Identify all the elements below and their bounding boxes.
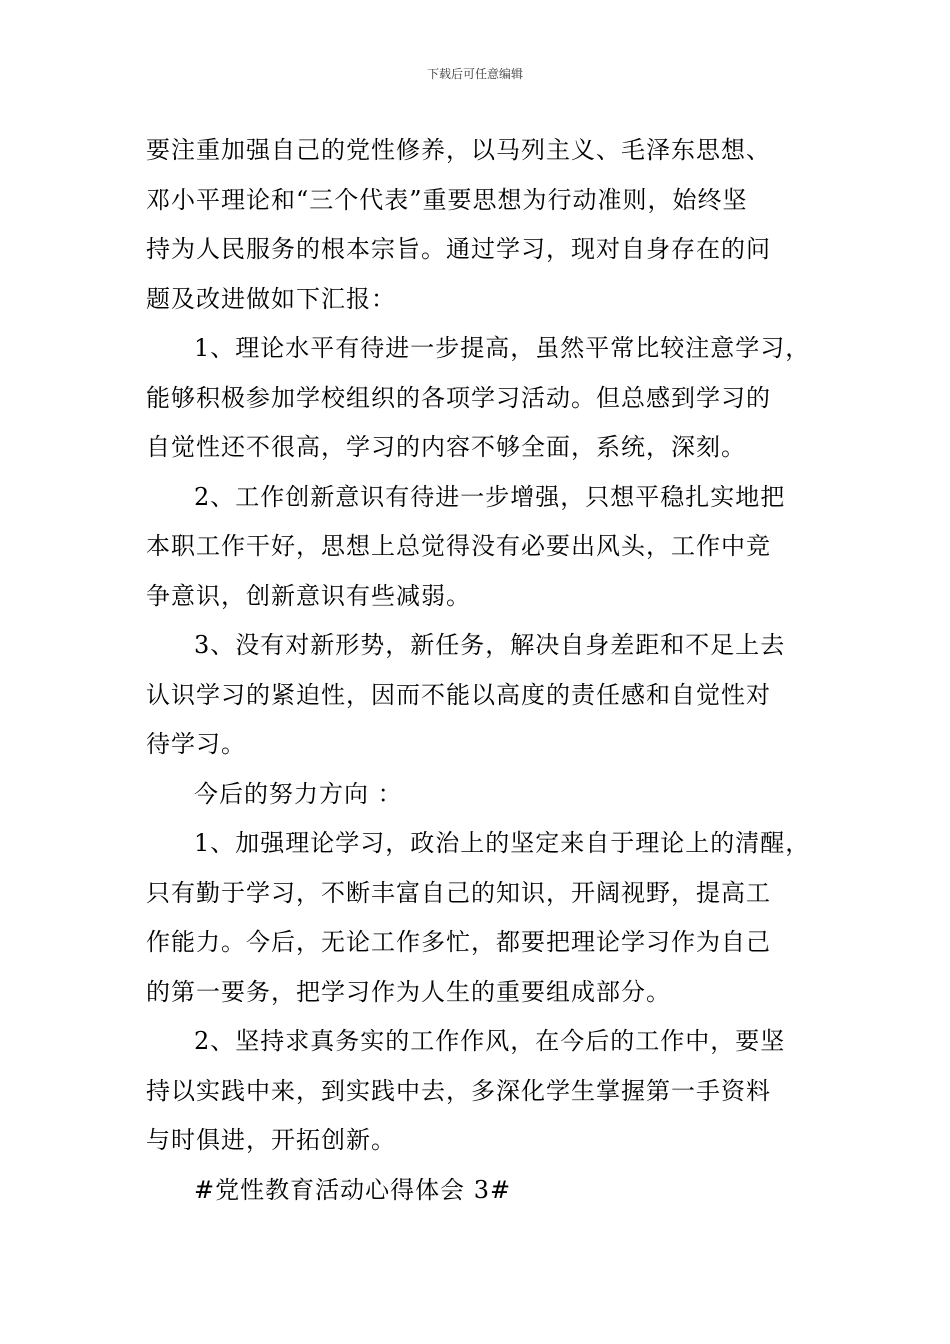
- text-line: #党性教育活动心得体会 3#: [194, 1175, 512, 1204]
- text-line: 今后的努力方向 ：: [194, 779, 403, 808]
- paragraph-direction-2: [146, 1017, 816, 1166]
- text-line: 与时俱进，开拓创新。: [146, 1126, 396, 1154]
- text-line: 邓小平理论和“三个代表”重要思想为行动准则，始终坚: [146, 185, 748, 214]
- text-line: 待学习。: [146, 730, 246, 758]
- paragraph-problem-2: [146, 473, 816, 622]
- document-body: [146, 126, 816, 1215]
- text-line: 要注重加强自己的党性修养，以马列主义、毛泽东思想、: [146, 136, 771, 164]
- text-line: 作能力。今后，无论工作多忙，都要把理论学习作为自己: [146, 928, 771, 956]
- text-line: 题及改进做如下汇报：: [146, 284, 396, 313]
- text-line: 能够积极参加学校组织的各项学习活动。但总感到学习的: [146, 383, 771, 412]
- paragraph-direction-1: [146, 819, 816, 1017]
- text-line: 持以实践中来，到实践中去，多深化学生掌握第一手资料: [146, 1076, 771, 1105]
- text-line: 只有勤于学习，不断丰富自己的知识，开阔视野，提高工: [146, 878, 771, 907]
- text-line: 2、工作创新意识有待进一步增强，只想平稳扎实地把: [194, 482, 786, 511]
- text-line: 持为人民服务的根本宗旨。通过学习，现对自身存在的问: [146, 235, 771, 263]
- text-line: 本职工作干好，思想上总觉得没有必要出风头，工作中竞: [146, 532, 771, 560]
- text-line: 1、理论水平有待进一步提高，虽然平常比较注意学习，: [194, 334, 811, 362]
- paragraph-future-direction-heading: [146, 770, 816, 820]
- text-line: 1、加强理论学习，政治上的坚定来自于理论上的清醒，: [194, 829, 811, 857]
- section-heading: [146, 1166, 816, 1216]
- page-header-note: 下载后可任意编辑: [426, 67, 523, 81]
- paragraph-intro-continuation: [146, 126, 816, 324]
- text-line: 自觉性还不很高，学习的内容不够全面，系统，深刻。: [146, 433, 746, 461]
- paragraph-problem-3: [146, 621, 816, 770]
- text-line: 认识学习的紧迫性，因而不能以高度的责任感和自觉性对: [146, 680, 771, 709]
- paragraph-problem-1: [146, 324, 816, 473]
- text-line: 争意识，创新意识有些减弱。: [146, 581, 471, 610]
- text-line: 2、坚持求真务实的工作作风，在今后的工作中，要坚: [194, 1027, 786, 1055]
- text-line: 的第一要务，把学习作为人生的重要组成部分。: [146, 977, 671, 1006]
- text-line: 3、没有对新形势，新任务，解决自身差距和不足上去: [194, 631, 786, 659]
